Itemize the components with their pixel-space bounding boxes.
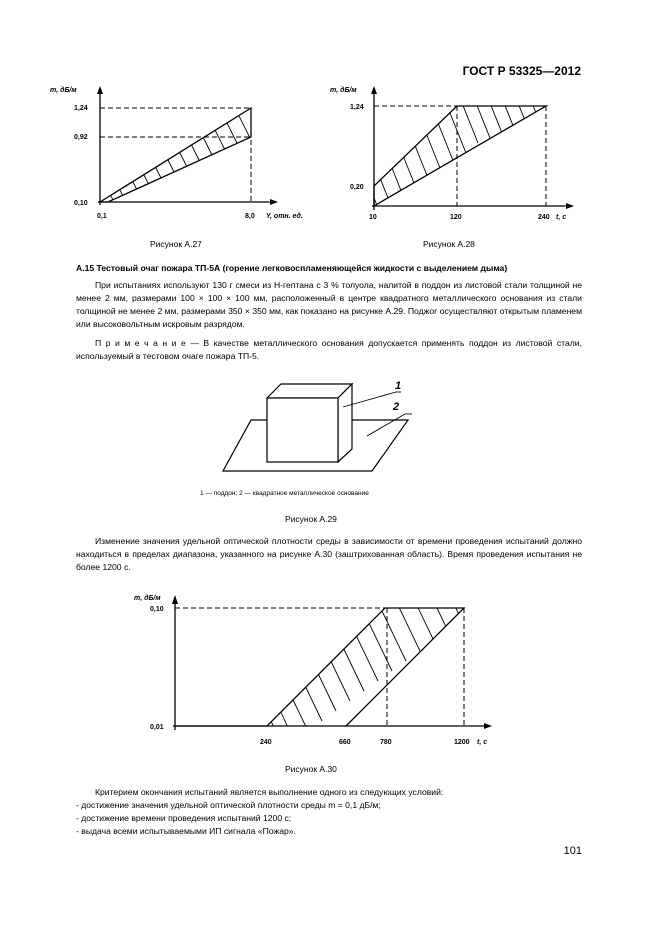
a27-band [100, 108, 251, 202]
tray-front [267, 398, 338, 462]
a30-hatch [262, 586, 476, 741]
a27-y-label: m, дБ/м [50, 87, 77, 94]
section-note: П р и м е ч а н и е — В качестве металлического основания допускается применять поддон из листовой стали, используемый в тестовом очаге пожара ТП-5. [76, 338, 582, 361]
a28-xtick-2: 120 [450, 214, 462, 221]
a27-xtick-1: 0,1 [97, 213, 107, 220]
label-1: 1 [395, 380, 402, 392]
a30-ytick-2: 0,01 [150, 724, 164, 731]
page-number: 101 [563, 845, 582, 857]
figure-a28 [320, 78, 590, 228]
a28-band [374, 106, 546, 206]
a30-x-arrow [484, 723, 492, 729]
criteria-intro: Критерием окончания испытаний является выполнение одного из следующих условий: [95, 787, 444, 797]
a28-hatch [366, 78, 550, 218]
section-paragraph: При испытаниях используют 130 г смеси из Н-гептана с 3 % толуола, налитой в поддон из листовой стали толщиной не менее 2 мм, размерами 100 × 100 × 100 мм, расположенный в центре квадратного металлического основания из стали толщиной не менее 2 мм, размерами 350 × 350 мм, как показано на рисунке А.29. Поджог осуществляют открытым пламенем или высоковольтным искровым разрядом. [76, 280, 582, 329]
a30-y-label: m, дБ/м [134, 595, 161, 602]
a28-ytick-1: 1,24 [350, 104, 364, 111]
a27-ytick-1: 1,24 [74, 105, 88, 112]
a27-x-label: Y, отн. ед. [266, 213, 303, 220]
paragraph-2: Изменение значения удельной оптической плотности среды в зависимости от времени проведения испытаний должно находиться в пределах диапазона, указанного на рисунке А.30 (заштрихованная область). Время проведения испытания не более 1200 с. [76, 536, 582, 572]
figure-a30 [120, 586, 520, 756]
figure-a29-caption: Рисунок А.29 [285, 514, 337, 524]
a28-xtick-3: 240 [538, 214, 550, 221]
a28-ytick-2: 0,20 [350, 184, 364, 191]
a27-xtick-2: 8,0 [245, 213, 255, 220]
a27-y-arrow [97, 86, 103, 94]
a27-ytick-3: 0,10 [74, 200, 88, 207]
a30-band [175, 608, 464, 726]
tray-top [267, 384, 352, 398]
figure-a28-caption: Рисунок А.28 [423, 239, 475, 249]
figure-a29 [215, 372, 425, 482]
standard-header: ГОСТ Р 53325—2012 [462, 64, 581, 78]
a30-xtick-3: 780 [380, 739, 392, 746]
figure-a29-legend: 1 — поддон; 2 — квадратное металлическое основание [200, 490, 369, 497]
criteria-item: - достижение времени проведения испытаний 1200 с; [76, 813, 292, 823]
a30-xtick-1: 240 [260, 739, 272, 746]
figure-a30-caption: Рисунок А.30 [285, 764, 337, 774]
a30-x-label: t, c [477, 739, 488, 746]
a28-y-label: m, дБ/м [330, 87, 357, 94]
section-body [76, 279, 582, 363]
a28-x-arrow [566, 203, 574, 209]
figure-a27-caption: Рисунок А.27 [150, 239, 202, 249]
criteria-item: - выдача всеми испытываемыми ИП сигнала «Пожар». [76, 826, 296, 836]
a28-y-arrow [371, 86, 377, 94]
a27-ytick-2: 0,92 [74, 134, 88, 141]
a30-y-arrow [172, 595, 178, 604]
a27-hatch [90, 99, 266, 218]
a30-xtick-2: 660 [339, 739, 351, 746]
section-heading: А.15 Тестовый очаг пожара ТП-5А (горение легковоспламеняющейся жидкости с выделением дыма) [76, 263, 508, 273]
a27-x-arrow [270, 199, 278, 205]
a30-ytick-1: 0,10 [150, 606, 164, 613]
criteria-list [76, 799, 582, 838]
criteria-block [76, 786, 582, 838]
a30-xtick-4: 1200 [454, 739, 470, 746]
tray-side [338, 384, 352, 462]
a30-guides [175, 608, 464, 726]
a28-x-label: t, c [556, 214, 567, 221]
figure-a27 [40, 78, 320, 228]
label-2: 2 [393, 401, 400, 413]
a28-xtick-1: 10 [369, 214, 377, 221]
criteria-item: - достижение значения удельной оптической плотности среды m = 0,1 дБ/м; [76, 800, 381, 810]
